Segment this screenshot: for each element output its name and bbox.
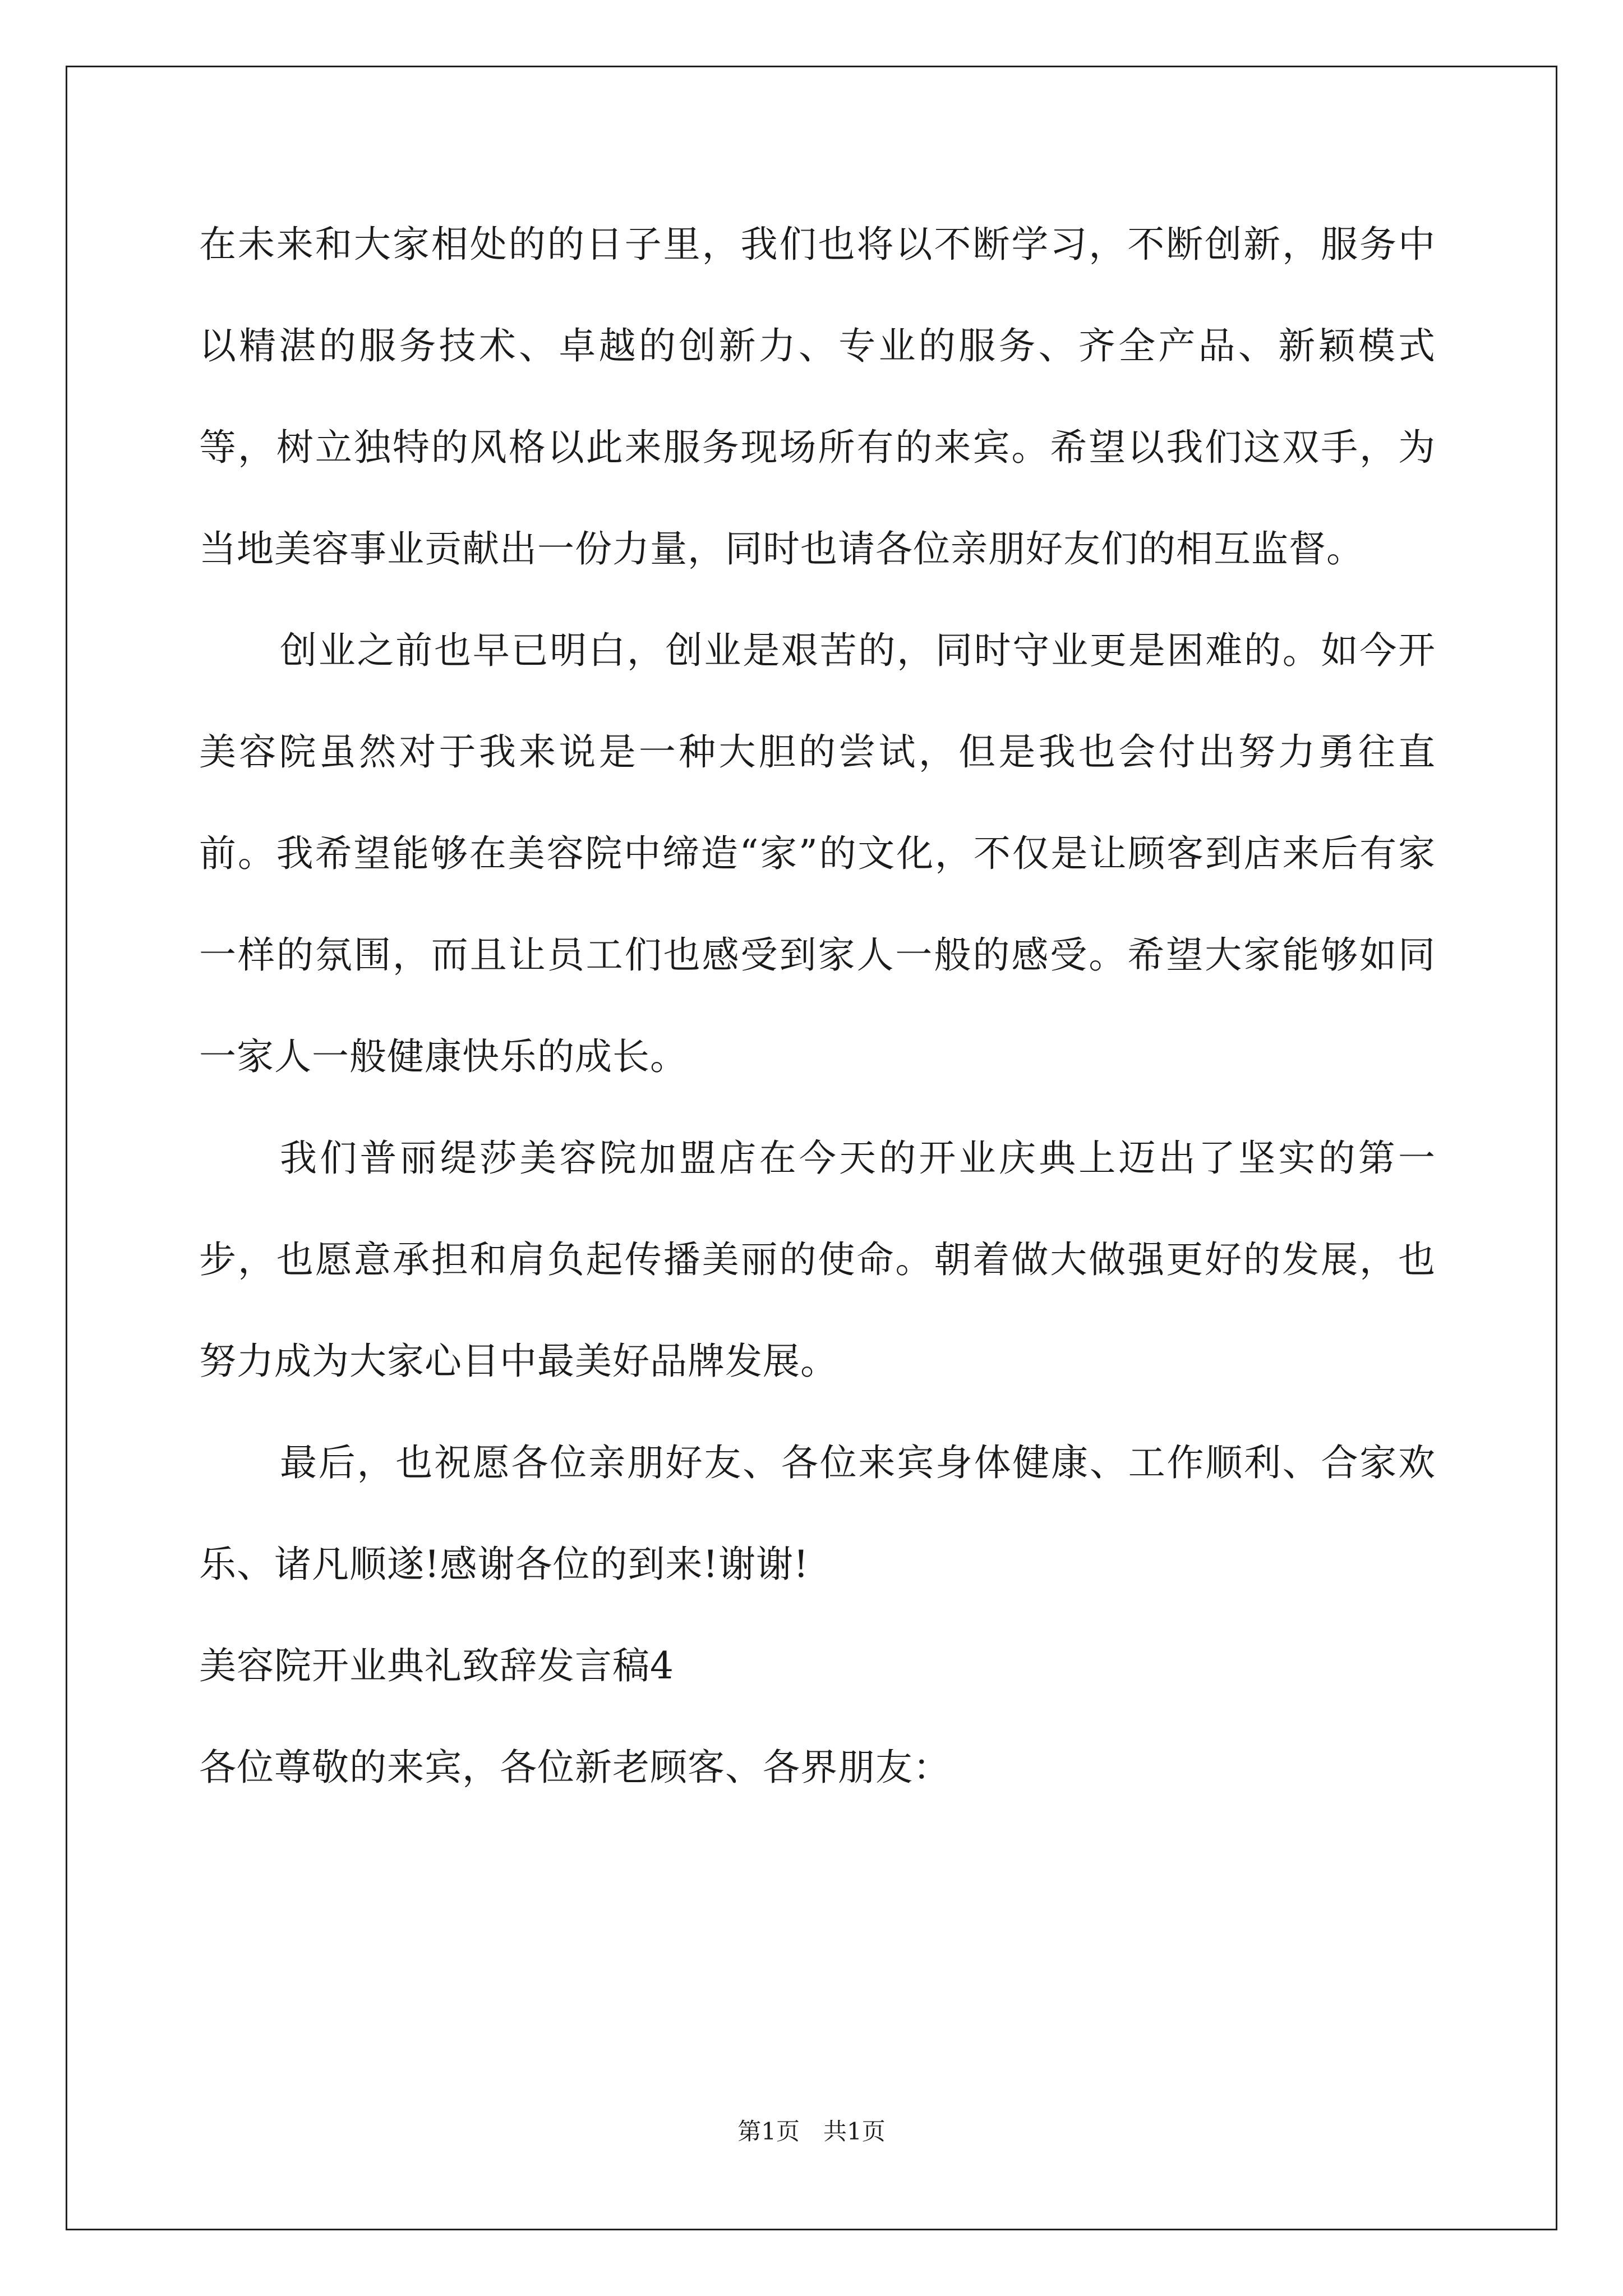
section-heading: 美容院开业典礼致辞发言稿4	[199, 1644, 674, 1687]
paragraph-3: 我们普丽缇莎美容院加盟店在今天的开业庆典上迈出了坚实的第一步，也愿意承担和肩负起传播美丽的使命。朝着做大做强更好的发展，也努力成为大家心目中最美好品牌发展。	[199, 1137, 1436, 1383]
paragraph-1: 在未来和大家相处的的日子里，我们也将以不断学习，不断创新，服务中以精湛的服务技术、卓越的创新力、专业的服务、齐全产品、新颖模式等，树立独特的风格以此来服务现场所有的来宾。希望以我们这双手，为当地美容事业贡献出一份力量，同时也请各位亲朋好友们的相互监督。	[199, 223, 1436, 570]
paragraph-4: 最后，也祝愿各位亲朋好友、各位来宾身体健康、工作顺利、合家欢乐、诸凡顺遂!感谢各位的到来!谢谢!	[199, 1441, 1436, 1586]
document-body	[199, 194, 1436, 1818]
page-footer: 第1页 共1页	[737, 2118, 886, 2145]
paragraph-2: 创业之前也早已明白，创业是艰苦的，同时守业更是困难的。如今开美容院虽然对于我来说是一种大胆的尝试，但是我也会付出努力勇往直前。我希望能够在美容院中缔造“家”的文化，不仅是让顾客到店来后有家一样的氛围，而且让员工们也感受到家人一般的感受。希望大家能够如同一家人一般健康快乐的成长。	[199, 629, 1436, 1078]
salutation: 各位尊敬的来宾，各位新老顾客、各界朋友：	[199, 1746, 951, 1789]
